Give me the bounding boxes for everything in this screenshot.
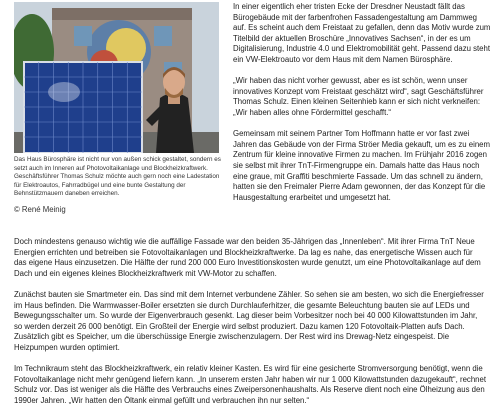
article-body-full-width (14, 237, 487, 417)
photo-caption: Das Haus Bürosphäre ist nicht nur von außen schick gestaltet, sondern es setzt auch im Inneren auf Photovoltaikanlage und Blockheizkraftwerk. Geschäftsführer Thomas Schulz möchte auch gern noch eine Ladestation für Elektroautos, Fahrradbügel und eine bunte Gestaltung der Behnstützmauern daneben erreichen. (14, 156, 221, 198)
paragraph: Im Technikraum steht das Blockheizkraftwerk, ein relativ kleiner Kasten. Es wird für eine gesicherte Stromversorgung benötigt, wenn die Fotovoltaikanlage nicht mehr genügend liefern kann. „In unserem ersten Jahr haben wir nur 1 000 Kilowattstunden dazugekauft“, rechnet Schulz vor. Das ist weniger als die Hälfte des Verbrauchs eines Zweipersonenhaushalts. Als Reserve dient noch eine Ölheizung aus den 1990er Jahren. „Wir hatten den Öltank einmal gefüllt und verbrauchen ihn nur selten.“ (14, 364, 486, 405)
paragraph: Doch mindestens genauso wichtig wie die auffällige Fassade war den beiden 35-Jährigen das „Innenleben“. Mit ihrer Firma TnT Neue Energien errichten und betreiben sie Fotovoltaikanlagen und Blockheizkraftwerke. Da lag es nahe, das energetische Wissen auch für das eigene Haus einzusetzen. Die Hälfte der rund 200 000 Euro Investitionskosten wurde genutzt, um eine Photovoltaikanlage auf dem Dach und ein eigenes kleines Blockheizkraftwerk mit VW-Motor zu schaffen. (14, 237, 481, 278)
paragraph: Gemeinsam mit seinem Partner Tom Hoffmann hatte er vor fast zwei Jahren das Gebäude von der Firma Ströer Media gekauft, um es zu einem Zentrum für kleine innovative Firmen zu machen. Im Frühjahr 2016 zogen sie selbst mit ihrer TnT-Firmengruppe ein. Damals hatte das Haus noch eine graue, mit Graffiti beschmierte Fassade. Um das schnell zu ändern, hatten sie den Freimaler Pierre Adam gewonnen, der das Konzept für die Hausgestaltung erarbeitet und umgesetzt hat. (233, 129, 490, 202)
article-body-right-column (233, 2, 491, 214)
photo-credit: © René Meinig (14, 205, 66, 214)
paragraph: Zunächst bauten sie Smartmeter ein. Das sind mit dem Internet verbundene Zähler. So sehen sie am besten, wo sich die Energiefresser im Haus befinden. Die Warmwasser-Boiler ersetzten sie durch Durchlauferhitzer, die gesamte Beleuchtung bauten sie auf LEDs und Bewegungsschalter um. So wurde der Eigenverbrauch gesenkt. Lag dieser beim Vorbesitzer noch bei 40 000 Kilowattstunden im Jahr, so werden derzeit 26 000 benötigt. Ein Großteil der Energie wird selbst produziert. Dazu kamen 120 Fotovoltaik-Platten aufs Dach. Zusätzlich gibt es Speicher, um die überschüssige Energie zwischenzulagern. Der Rest wird ins Drewag-Netz eingespeist. Die Heizpumpen wurden optimiert. (14, 289, 484, 352)
article-photo (14, 2, 219, 153)
paragraph: „Wir haben das nicht vorher gewusst, aber es ist schön, wenn unser innovatives Konzept vom Freistaat geschätzt wird“, sagt Geschäftsführer Thomas Schulz. Einen kleinen Seitenhieb kann er sich nicht verkneifen: „Wir haben alles ohne Fördermittel geschafft.“ (233, 76, 484, 117)
photo-man-with-solar-panel-icon (14, 2, 219, 153)
paragraph: In einer eigentlich eher tristen Ecke der Dresdner Neustadt fällt das Bürogebäude mit der farbenfrohen Fassadengestaltung am Dammweg auf. Es scheint auch dem Freistaat zu gefallen, denn das Motiv wurde zum Titelbild der aktuellen Broschüre „Innovatives Sachsen“, in der es um Digitalisierung, Industrie 4.0 und Elektromobilität geht. Passend dazu steht ein VW-Elektroauto vor dem Haus mit dem Namen Bürosphäre. (233, 2, 491, 64)
